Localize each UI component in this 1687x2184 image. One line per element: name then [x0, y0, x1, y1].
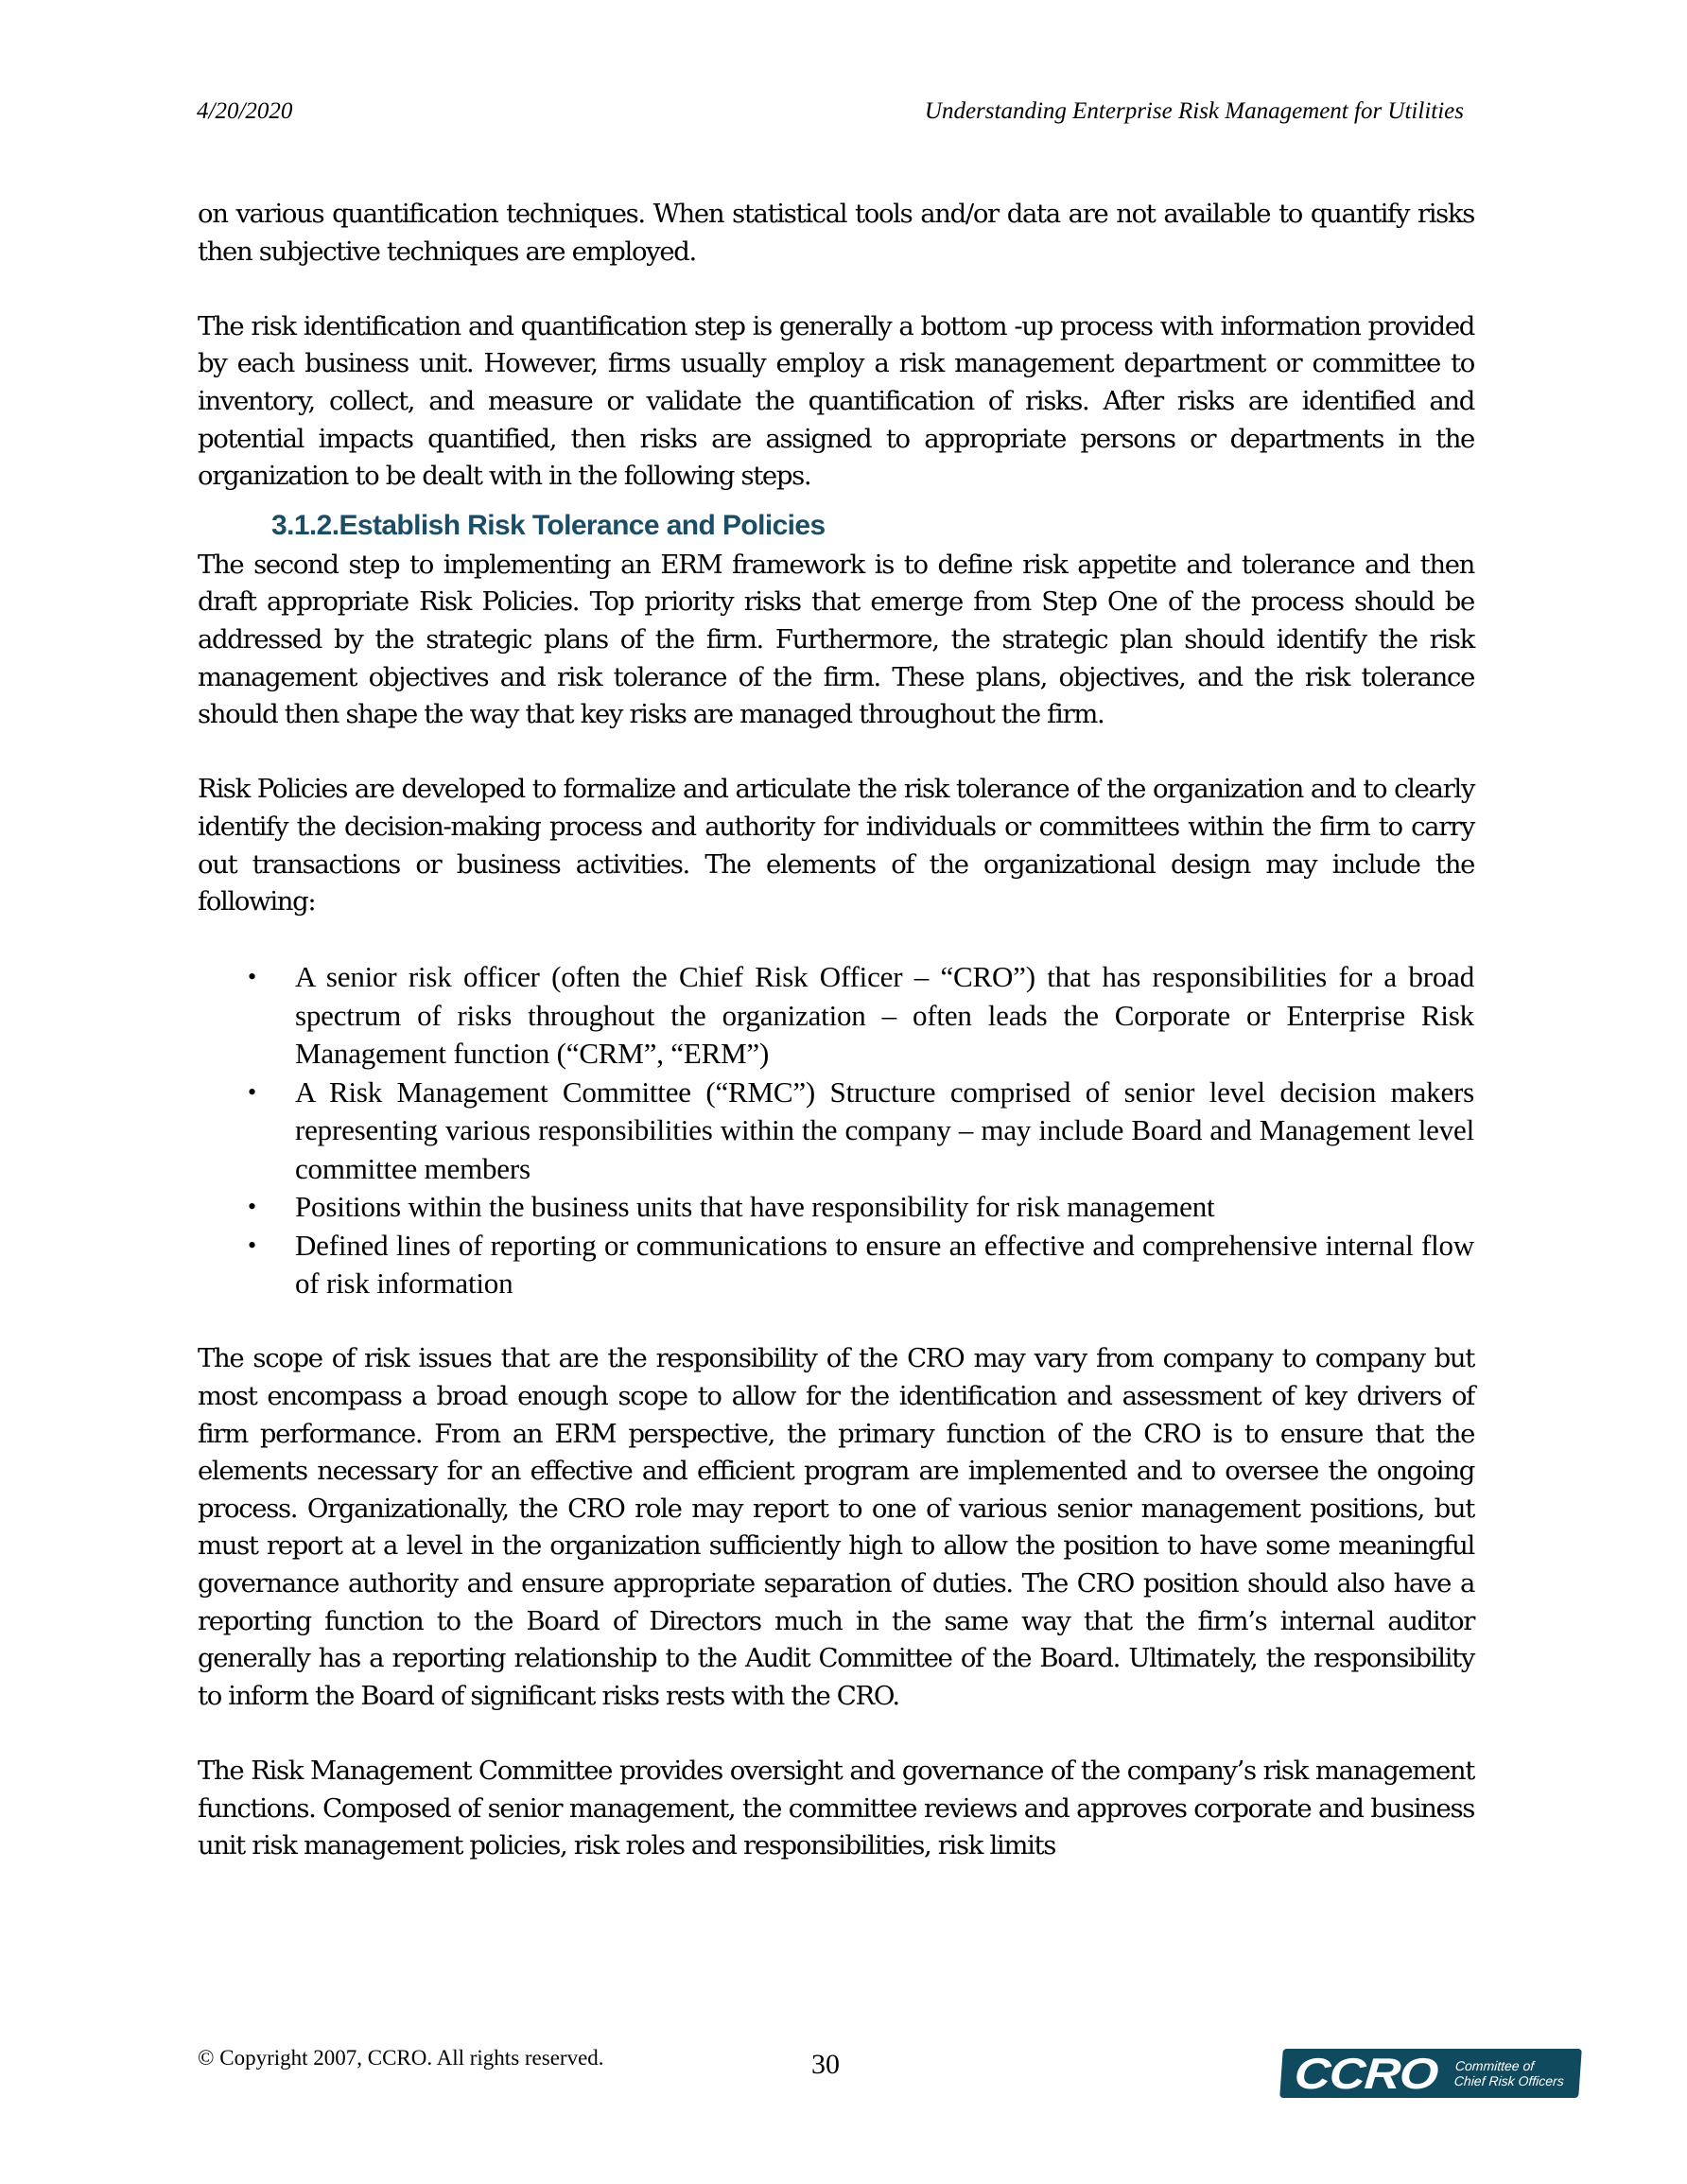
logo-mark: CCRO	[1293, 2049, 1439, 2098]
header-date: 4/20/2020	[197, 98, 293, 124]
logo-subtitle-line2: Chief Risk Officers	[1453, 2073, 1565, 2088]
body-paragraph: The risk identification and quantification step is generally a bottom -up process with information provided by each business unit. However, firms usually employ a risk management department or committee to inventory, collect, and measure or validate the quantification of risks. After risks are identified and potential impacts quantified, then risks are assigned to appropriate persons or departments in the organization to be dealt with in the following steps.	[198, 310, 1474, 492]
list-item	[198, 958, 1474, 1074]
bullet-icon: •	[248, 963, 256, 991]
list-item-text: A Risk Management Committee (“RMC”) Structure comprised of senior level decision makers representing various responsibilities within the company – may include Board and Management level committee members	[295, 1075, 1474, 1185]
page-body	[198, 196, 1474, 1902]
list-item-text: A senior risk officer (often the Chief Risk Officer – “CRO”) that has responsibilities for a broad spectrum of risks throughout the organization – often leads the Corporate or Enterprise Risk Management function (“CRM”, “ERM”)	[295, 960, 1474, 1071]
logo-subtitle	[1453, 2058, 1565, 2088]
header-title: Understanding Enterprise Risk Management for Utilities	[924, 98, 1464, 124]
ccro-logo	[1279, 2049, 1582, 2098]
bullet-icon: •	[248, 1231, 256, 1259]
list-item	[198, 1188, 1474, 1227]
bullet-list	[198, 958, 1474, 1303]
page-number: 30	[811, 2049, 840, 2080]
logo-subtitle-line1: Committee of	[1454, 2058, 1535, 2073]
list-item-text: Defined lines of reporting or communications to ensure an effective and comprehensive internal flow of risk information	[295, 1228, 1474, 1301]
list-item-text: Positions within the business units that have responsibility for risk management	[295, 1190, 1215, 1224]
footer-copyright: © Copyright 2007, CCRO. All rights reserved.	[198, 2046, 604, 2070]
section-heading: 3.1.2.Establish Risk Tolerance and Policies	[271, 509, 826, 541]
bullet-icon: •	[248, 1077, 256, 1106]
body-paragraph: The Risk Management Committee provides oversight and governance of the company’s risk management functions. Composed of senior management, the committee reviews and approves corporate and business unit risk management policies, risk roles and responsibilities, risk limits	[198, 1755, 1474, 1861]
list-item	[198, 1074, 1474, 1189]
list-item	[198, 1227, 1474, 1303]
body-paragraph: on various quantification techniques. When statistical tools and/or data are not available to quantify risks then subjective techniques are employed.	[198, 199, 1474, 267]
body-paragraph: The second step to implementing an ERM framework is to define risk appetite and tolerance and then draft appropriate Risk Policies. Top priority risks that emerge from Step One of the process should be addressed by the strategic plans of the firm. Furthermore, the strategic plan should identify the risk management objectives and risk tolerance of the firm. These plans, objectives, and the risk tolerance should then shape the way that key risks are managed throughout the firm.	[198, 549, 1474, 730]
bullet-icon: •	[248, 1193, 256, 1221]
body-paragraph: Risk Policies are developed to formalize and articulate the risk tolerance of the organization and to clearly identify the decision-making process and authority for individuals or committees within the firm to carry out transactions or business activities. The elements of the organizational design may include the following:	[198, 774, 1474, 917]
body-paragraph: The scope of risk issues that are the responsibility of the CRO may vary from company to company but most encompass a broad enough scope to allow for the identification and assessment of key drivers of firm performance. From an ERM perspective, the primary function of the CRO is to ensure that the elements necessary for an effective and efficient program are implemented and to oversee the ongoing process. Organizationally, the CRO role may report to one of various senior management positions, but must report at a level in the organization sufficiently high to allow the position to have some meaningful governance authority and ensure appropriate separation of duties. The CRO position should also have a reporting function to the Board of Directors much in the same way that the firm’s internal auditor generally has a reporting relationship to the Audit Committee of the Board. Ultimately, the responsibility to inform the Board of significant risks rests with the CRO.	[198, 1343, 1474, 1711]
